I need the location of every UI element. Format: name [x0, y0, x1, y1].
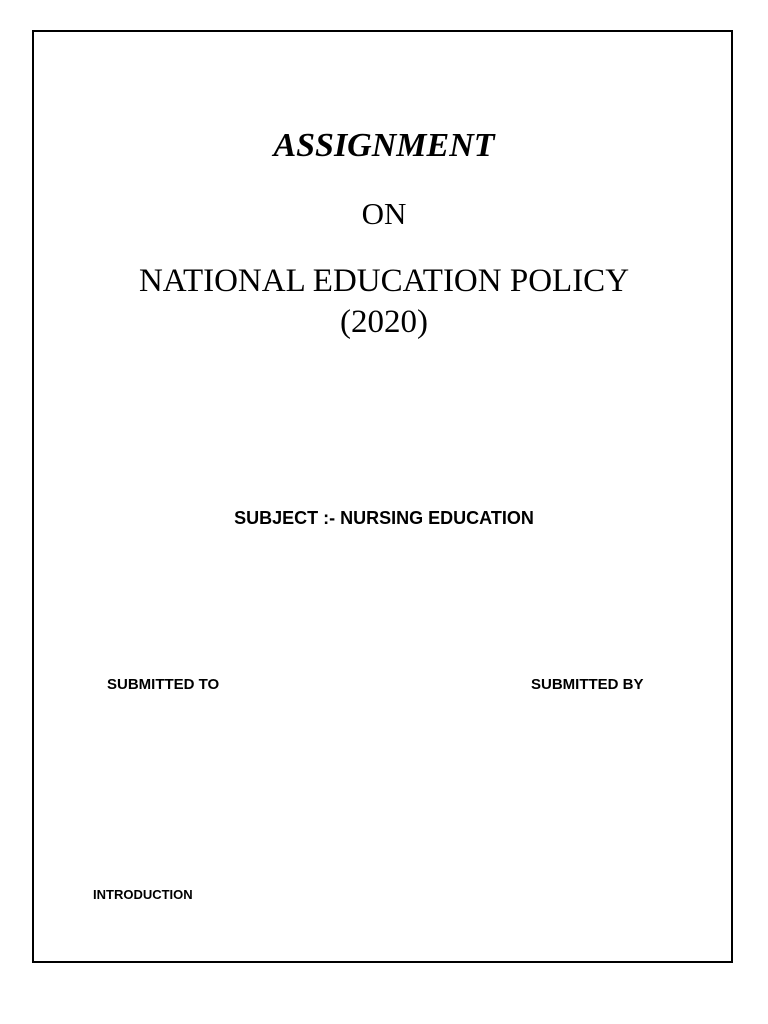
- page-border: [32, 30, 733, 963]
- submitted-by-label: SUBMITTED BY: [531, 676, 644, 693]
- subject-line: SUBJECT :- NURSING EDUCATION: [234, 508, 534, 528]
- document-title-line2: (2020): [340, 304, 428, 340]
- on-connector: ON: [361, 196, 407, 231]
- submitted-to-label: SUBMITTED TO: [107, 676, 220, 693]
- assignment-heading: ASSIGNMENT: [273, 127, 495, 164]
- introduction-heading: INTRODUCTION: [93, 887, 193, 902]
- document-title-line1: NATIONAL EDUCATION POLICY: [138, 263, 630, 299]
